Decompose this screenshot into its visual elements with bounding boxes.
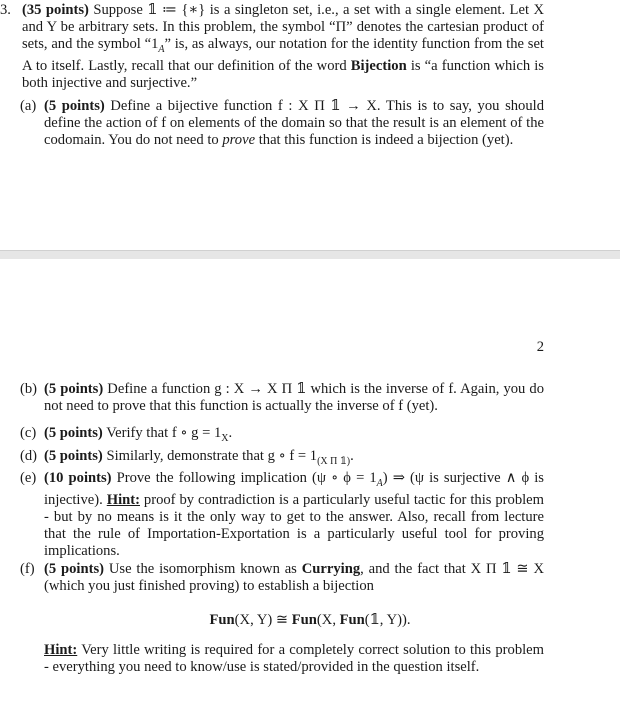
problem-number: 3.: [0, 2, 11, 18]
fun-right-1: Fun: [291, 612, 317, 628]
part-b-text: [44, 381, 544, 415]
bijection-definition: is “a function which is both injective and surjective.”: [22, 57, 544, 91]
part-e-hint-label: Hint:: [106, 491, 140, 508]
page-1: [0, 0, 620, 250]
part-d-end: .: [350, 448, 354, 464]
part-b-label: (b): [20, 381, 38, 397]
part-e-points: (10 points): [44, 470, 112, 486]
part-e-hint: proof by contradiction is a particularly useful tactic for this problem - but by no means is it the only way to get to the answer. Also, recall from lecture that the rule of Importation-Exportation is a particularly useful tool for proving implications.: [44, 491, 545, 559]
part-f-hint-body: Very little writing is required for a completely correct solution to this problem - everything you need to know/use is stated/provided in the question itself.: [44, 642, 544, 675]
problem-intro-rest: ” is, as always, our notation for the identity function from the set A to itself. Lastly, recall that our definition of the word: [22, 36, 544, 74]
part-e-body: Prove the following implication (ψ ∘ ϕ = 1: [116, 470, 377, 486]
part-d-points: (5 points): [44, 448, 103, 464]
bijection-display: [0, 612, 620, 629]
part-e-text: [44, 470, 544, 560]
display-right-4: (𝟙, Y)).: [364, 612, 411, 628]
part-d-text: [44, 448, 544, 470]
display-right-2: (X,: [316, 612, 336, 628]
bijection-term: Bijection: [350, 57, 407, 74]
fun-right-3: Fun: [339, 612, 365, 628]
part-a-points: (5 points): [44, 98, 105, 114]
page-2: [0, 259, 620, 703]
problem-points: (35 points): [22, 2, 89, 18]
part-c: [20, 425, 544, 447]
part-d-body: Similarly, demonstrate that g ∘ f = 1: [106, 448, 318, 464]
part-f-body-end: , and the fact that X Π 𝟙 ≅ X (which you just finished proving) to establish a bijection: [44, 561, 545, 594]
part-b-points: (5 points): [44, 381, 104, 397]
part-c-end: .: [228, 425, 233, 441]
identity-subscript: A: [158, 43, 165, 55]
part-e-body-end: ) ⇒ (ψ is surjective ∧ ϕ is injective).: [44, 470, 544, 508]
part-d-label: (d): [20, 448, 38, 464]
part-f-hint-text: [44, 642, 544, 676]
page-number: 2: [536, 339, 544, 355]
part-b: [20, 381, 545, 415]
part-c-body: Verify that f ∘ g = 1: [106, 425, 222, 441]
fun-left: Fun: [209, 612, 235, 628]
part-f: [20, 561, 545, 595]
part-b-body: Define a function g : X → X Π 𝟙 which is the inverse of f. Again, you do not need to prove that this function is actually the inverse of f (yet).: [44, 381, 545, 414]
prove-emphasis: prove: [222, 132, 256, 148]
part-c-points: (5 points): [44, 425, 103, 441]
part-a-body: Define a bijective function f : X Π 𝟙 → X. This is to say, you should define the action of f on elements of the domain so that the result is an element of the codomain. You do not need to: [44, 98, 544, 148]
part-a-body-end: that this function is indeed a bijection (yet).: [258, 132, 514, 148]
part-a-label: (a): [20, 98, 37, 114]
part-e-label: (e): [20, 470, 37, 486]
part-c-label: (c): [20, 425, 37, 441]
part-a-text: [44, 98, 544, 149]
part-c-subscript: X: [221, 432, 229, 444]
part-f-text: [44, 561, 544, 595]
part-d-subscript: (X Π 𝟙): [317, 455, 351, 467]
display-mid: (X, Y) ≅: [234, 612, 289, 628]
part-f-label: (f): [20, 561, 35, 577]
part-f-points: (5 points): [44, 561, 104, 577]
part-c-text: [44, 425, 544, 447]
currying-term: Currying: [301, 561, 361, 577]
problem-intro: Suppose 𝟙 ≔ {∗} is a singleton set, i.e., a set with a single element. Let X and Y be arbitrary sets. In this problem, the symbol “Π” denotes the cartesian product of sets, and the symbol “1: [22, 2, 544, 52]
part-f-hint-label: Hint:: [44, 642, 78, 658]
part-f-body: Use the isomorphism known as: [108, 561, 297, 577]
part-a: [20, 98, 544, 149]
part-e: [20, 470, 545, 560]
problem-statement: [0, 2, 544, 92]
part-f-hint: [44, 642, 544, 676]
part-d: [20, 448, 544, 470]
part-e-subscript: A: [376, 477, 383, 489]
